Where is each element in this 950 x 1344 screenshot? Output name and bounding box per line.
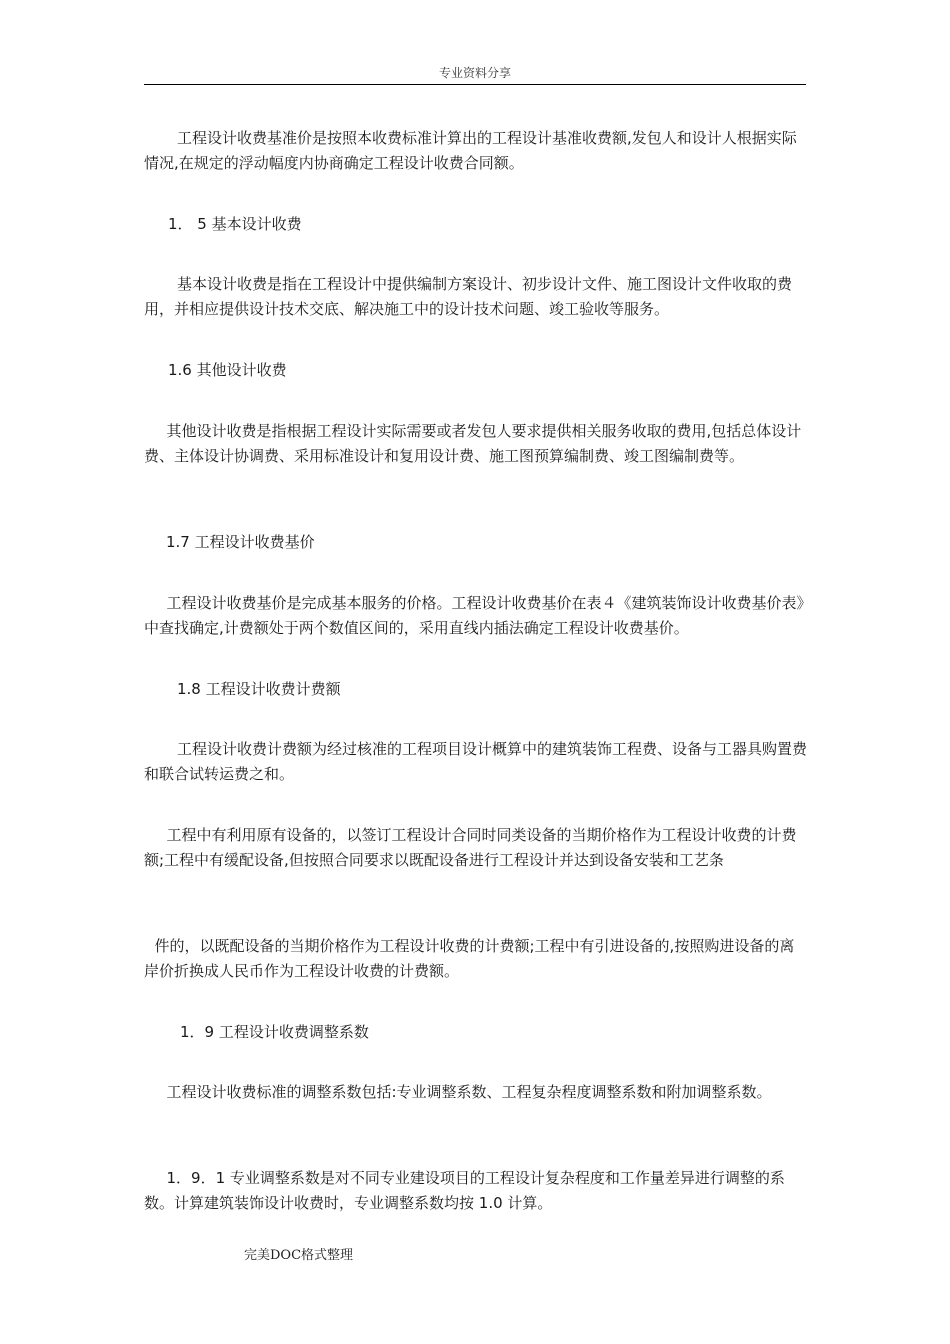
page-header: 专业资料分享 bbox=[144, 64, 806, 85]
heading-1-6: 1.6 其他设计收费 bbox=[168, 361, 287, 379]
paragraph-equipment-continued: 件的，以既配设备的当期价格作为工程设计收费的计费额;工程中有引进设备的,按照购进设备的离岸价折换成人民币作为工程设计收费的计费额。 bbox=[144, 937, 795, 980]
paragraph-other-design-fee: 其他设计收费是指根据工程设计实际需要或者发包人要求提供相关服务收取的费用,包括总体设计费、主体设计协调费、采用标准设计和复用设计费、施工图预算编制费、竣工图编制费等。 bbox=[144, 422, 802, 465]
heading-1-8: 1.8 工程设计收费计费额 bbox=[177, 680, 341, 698]
paragraph-base-fee: 工程设计收费基价是完成基本服务的价格。工程设计收费基价在表４《建筑装饰设计收费基价表》中查找确定,计费额处于两个数值区间的，采用直线内插法确定工程设计收费基价。 bbox=[144, 594, 805, 637]
paragraph-fee-basis: 工程设计收费计费额为经过核准的工程项目设计概算中的建筑装饰工程费、设备与工器具购置费和联合试转运费之和。 bbox=[144, 740, 808, 783]
heading-1-5: 1． 5 基本设计收费 bbox=[168, 215, 302, 233]
paragraph-basic-design-fee: 基本设计收费是指在工程设计中提供编制方案设计、初步设计文件、施工图设计文件收取的费用，并相应提供设计技术交底、解决施工中的设计技术问题、竣工验收等服务。 bbox=[144, 275, 793, 318]
paragraph-adjustment-factors: 工程设计收费标准的调整系数包括:专业调整系数、工程复杂程度调整系数和附加调整系数。 bbox=[166, 1083, 772, 1101]
paragraph-specialty-factor: 1．9．1 专业调整系数是对不同专业建设项目的工程设计复杂程度和工作量差异进行调整的系数。计算建筑装饰设计收费时，专业调整系数均按 1.0 计算。 bbox=[144, 1169, 785, 1212]
heading-1-9: 1．9 工程设计收费调整系数 bbox=[180, 1023, 369, 1041]
heading-1-7: 1.7 工程设计收费基价 bbox=[166, 533, 315, 551]
paragraph-existing-equipment: 工程中有利用原有设备的，以签订工程设计合同时同类设备的当期价格作为工程设计收费的计费额;工程中有缓配设备,但按照合同要求以既配设备进行工程设计并达到设备安装和工艺条 bbox=[144, 826, 797, 869]
paragraph-base-price: 工程设计收费基准价是按照本收费标准计算出的工程设计基准收费额,发包人和设计人根据实际情况,在规定的浮动幅度内协商确定工程设计收费合同额。 bbox=[144, 129, 797, 172]
page-footer: 完美DOC格式整理 bbox=[244, 1248, 354, 1263]
